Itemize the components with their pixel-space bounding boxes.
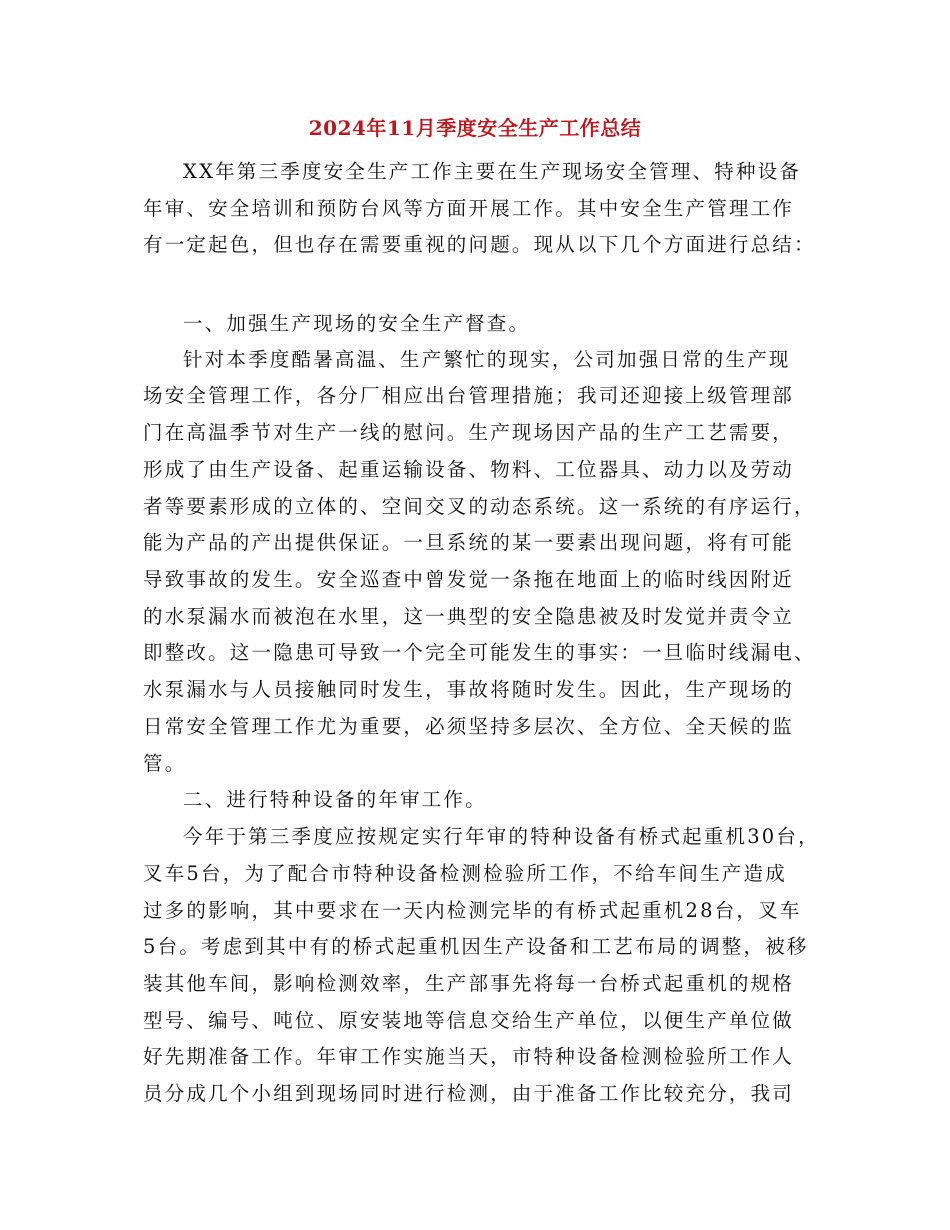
paragraph-line: 者等要素形成的立体的、空间交叉的动态系统。这一系统的有序运行， <box>143 495 816 518</box>
paragraph-line: 装其他车间，影响检测效率，生产部事先将每一台桥式起重机的规格 <box>143 972 795 995</box>
section-heading: 一、加强生产现场的安全生产督查。 <box>183 312 531 335</box>
paragraph-line: 员分成几个小组到现场同时进行检测，由于准备工作比较充分，我司 <box>143 1082 795 1105</box>
paragraph-line: 管。 <box>143 752 187 775</box>
paragraph-line: 今年于第三季度应按规定实行年审的特种设备有桥式起重机30台， <box>183 825 820 848</box>
paragraph-line: 好先期准备工作。年审工作实施当天，市特种设备检测检验所工作人 <box>143 1045 795 1068</box>
paragraph-line: XX年第三季度安全生产工作主要在生产现场安全管理、特种设备 <box>183 160 802 183</box>
paragraph-line: 年审、安全培训和预防台风等方面开展工作。其中安全生产管理工作 <box>143 197 795 220</box>
paragraph-line: 形成了由生产设备、起重运输设备、物料、工位器具、动力以及劳动 <box>143 458 795 481</box>
paragraph-line: 的水泵漏水而被泡在水里，这一典型的安全隐患被及时发觉并责令立 <box>143 605 795 628</box>
paragraph-line: 型号、编号、吨位、原安装地等信息交给生产单位，以便生产单位做 <box>143 1009 795 1032</box>
paragraph-line: 场安全管理工作，各分厂相应出台管理措施；我司还迎接上级管理部 <box>143 384 795 407</box>
paragraph-line: 日常安全管理工作尤为重要，必须坚持多层次、全方位、全天候的监 <box>143 715 795 738</box>
paragraph-line: 过多的影响，其中要求在一天内检测完毕的有桥式起重机28台，叉车 <box>143 899 802 922</box>
section-heading: 二、进行特种设备的年审工作。 <box>183 788 487 811</box>
paragraph-line: 即整改。这一隐患可导致一个完全可能发生的事实：一旦临时线漏电、 <box>143 641 816 664</box>
paragraph-line: 能为产品的产出提供保证。一旦系统的某一要素出现问题，将有可能 <box>143 531 795 554</box>
paragraph-line: 门在高温季节对生产一线的慰问。生产现场因产品的生产工艺需要， <box>143 421 795 444</box>
paragraph-line: 叉车5台，为了配合市特种设备检测检验所工作，不给车间生产造成 <box>143 862 787 885</box>
paragraph-line: 导致事故的发生。安全巡查中曾发觉一条拖在地面上的临时线因附近 <box>143 568 795 591</box>
paragraph-line: 针对本季度酷暑高温、生产繁忙的现实，公司加强日常的生产现 <box>183 348 791 371</box>
paragraph-line: 水泵漏水与人员接触同时发生，事故将随时发生。因此，生产现场的 <box>143 678 795 701</box>
paragraph-line: 有一定起色，但也存在需要重视的问题。现从以下几个方面进行总结： <box>143 233 816 256</box>
paragraph-line: 5台。考虑到其中有的桥式起重机因生产设备和工艺布局的调整，被移 <box>143 935 809 958</box>
document-title: 2024年11月季度安全生产工作总结 <box>308 116 642 140</box>
